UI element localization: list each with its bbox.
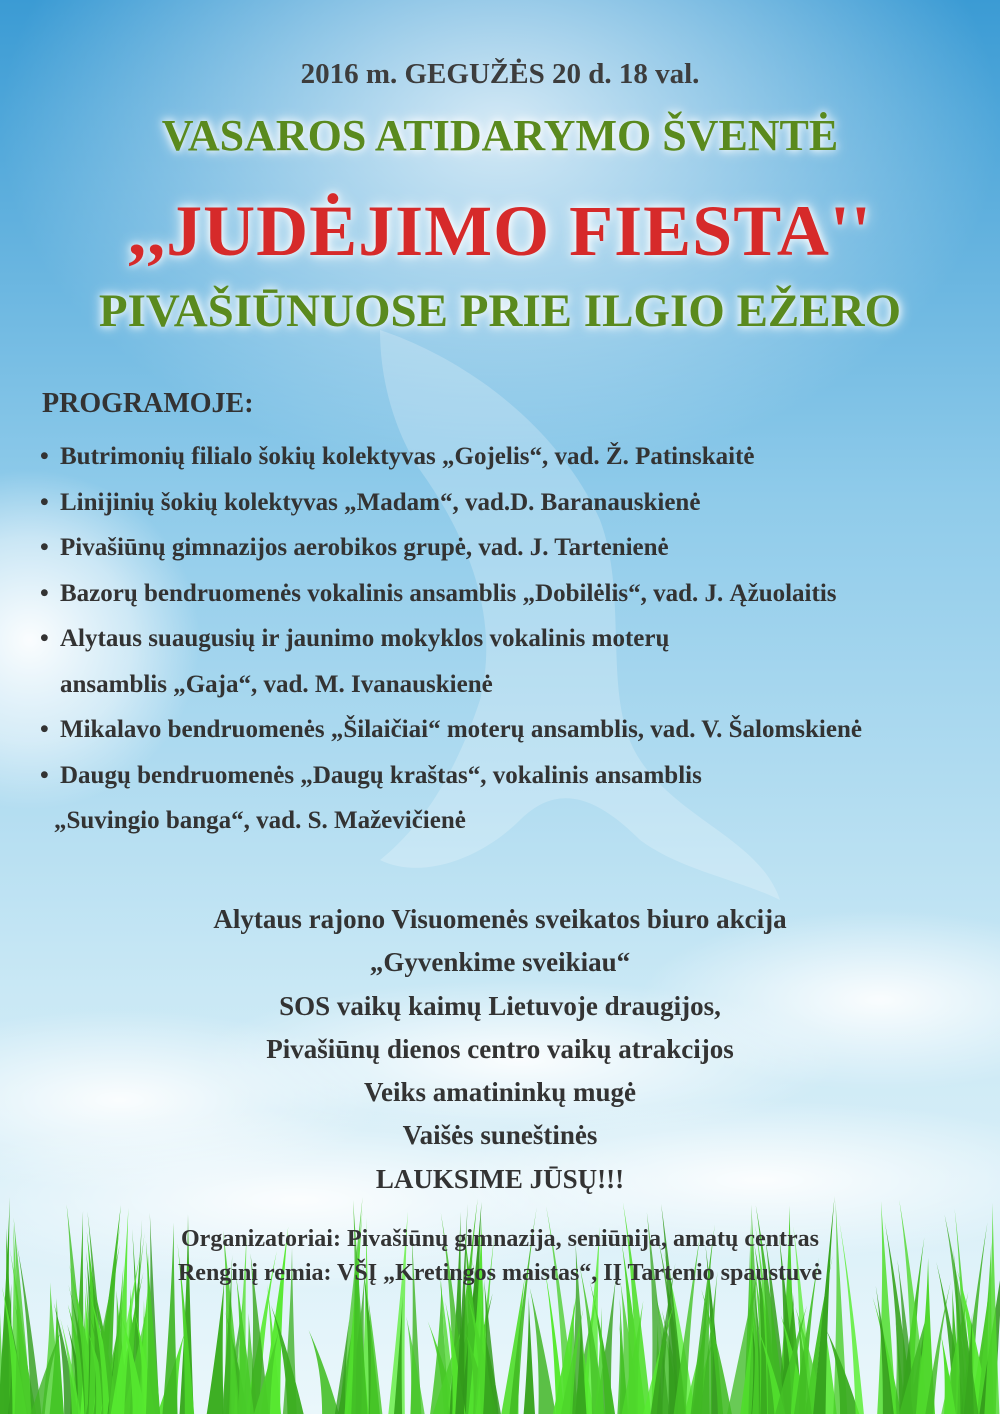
program-item-continuation [40,662,980,708]
activity-line: Vaišės suneštinės [402,1120,598,1151]
activity-line: „Gyvenkime sveikiau“ [369,947,631,978]
program-item-text: Bazorų bendruomenės vokalinis ansamblis „Dobilėlis“, vad. J. Ąžuolaitis [60,579,837,607]
bullet-icon: • [40,443,49,470]
organizers-line: Organizatoriai: Pivašiūnų gimnazija, seniūnija, amatų centras [181,1226,819,1252]
program-item-text: Butrimonių filialo šokių kolektyvas „Gojelis“, vad. Ž. Patinskaitė [60,443,755,470]
event-title-line1: VASAROS ATIDARYMO ŠVENTĖ [161,111,839,160]
sponsors-line: Renginį remia: VŠĮ „Kretingos maistas“, IĮ Tartenio spaustuvė [177,1260,823,1286]
program-item-text: „Suvingio banga“, vad. S. Maževičienė [54,807,466,834]
program-item-text: Linijinių šokių kolektyvas „Madam“, vad.D. Baranauskienė [60,488,701,516]
bullet-icon: • [40,625,49,652]
activity-line: Veiks amatininkų mugė [363,1077,637,1108]
bullet-icon: • [40,761,49,789]
program-item [40,616,980,662]
bullet-icon: • [40,488,49,516]
program-list [40,434,980,844]
program-item [40,434,980,480]
bullet-icon: • [40,534,49,561]
invitation-line: LAUKSIME JŪSŲ!!! [375,1163,625,1194]
bullet-icon: • [40,579,49,607]
event-title-main: ,,JUDĖJIMO FIESTA'' [128,191,872,271]
program-item-text: Daugų bendruomenės „Daugų kraštas“, vokalinis ansamblis [60,761,702,789]
program-item-text: Mikalavo bendruomenės „Šilaičiai“ moterų ansamblis, vad. V. Šalomskienė [60,716,862,743]
program-item-text: ansamblis „Gaja“, vad. M. Ivanauskienė [60,670,493,698]
program-heading: PROGRAMOJE: [42,388,254,419]
program-item [40,753,980,799]
credits [0,1222,1000,1290]
activities-list [0,898,1000,1201]
program-item-text: Pivašiūnų gimnazijos aerobikos grupė, vad. J. Tartenienė [60,534,669,561]
program-item-text: Alytaus suaugusių ir jaunimo mokyklos vokalinis moterų [60,625,670,652]
event-date: 2016 m. GEGUŽĖS 20 d. 18 val. [300,58,700,90]
program-item [40,525,980,571]
program-item [40,571,980,617]
activity-line: Alytaus rajono Visuomenės sveikatos biuro akcija [213,904,787,934]
bullet-icon: • [40,716,49,743]
program-item-continuation [40,798,980,844]
activity-line: SOS vaikų kaimų Lietuvoje draugijos, [279,990,721,1021]
activity-line: Pivašiūnų dienos centro vaikų atrakcijos [266,1033,734,1064]
program-item [40,707,980,753]
program-item [40,480,980,526]
event-location: PIVAŠIŪNUOSE PRIE ILGIO EŽERO [98,285,902,337]
